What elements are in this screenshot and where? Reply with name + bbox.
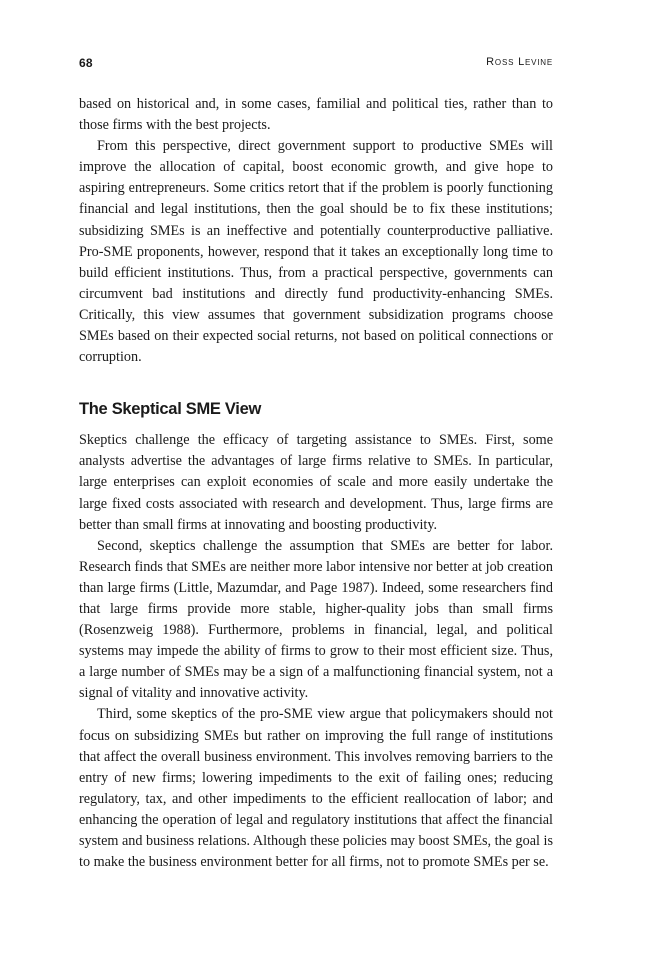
page-number: 68 [79,56,93,70]
paragraph-institutions: Third, some skeptics of the pro-SME view argue that policymakers should not focus on subsidizing SMEs but rather on improving the full range of institutions that affect the overall business environment. This involves removing barriers to the entry of new firms; lowering impediments to the exit of failing ones; reducing regulatory, tax, and other impediments to the efficient reallocation of labor; and enhancing the operation of legal and regulatory institutions that affect the financial system and business relations. Although these policies may boost SMEs, the goal is to make the business environment better for all firms, not to promote SMEs per se. [79,706,553,871]
paragraph-labor: Second, skeptics challenge the assumption that SMEs are better for labor. Research finds that SMEs are neither more labor intensive nor better at job creation than large firms (Little, Mazumdar, and Page 1987). Indeed, some researchers find that large firms provide more stable, higher-quality jobs than small firms (Rosenzweig 1988). Furthermore, problems in financial, legal, and political systems may impede the ability of firms to grow to their most efficient size. Thus, a large number of SMEs may be a sign of a malfunctioning financial system, not a signal of vitality and innovative activity. [79,537,553,702]
paragraph-continuation: based on historical and, in some cases, familial and political ties, rather than to those firms with the best projects. [79,96,553,134]
running-head: Ross Levine [486,56,553,68]
paragraph-government-support: From this perspective, direct government support to productive SMEs will improve the allocation of capital, boost economic growth, and give hope to aspiring entrepreneurs. Some critics retort that if the problem is poorly functioning financial and legal institutions, then the goal should be to fix these institutions; subsidizing SMEs is an ineffective and potentially counterproductive palliative. Pro-SME proponents, however, respond that it takes an exceptionally long time to build efficient institutions. Thus, from a practical perspective, governments can circumvent bad institutions and directly fund productivity-enhancing SMEs. Critically, this view assumes that government subsidization programs choose SMEs based on their expected social returns, not based on political connections or corruption. [79,138,553,366]
paragraph-skeptics-intro: Skeptics challenge the efficacy of targeting assistance to SMEs. First, some analysts advertise the advantages of large firms relative to SMEs. In particular, large enterprises can exploit economies of scale and more easily undertake the large fixed costs associated with research and development. Thus, large firms are better than small firms at innovating and boosting productivity. [79,432,553,533]
section-heading: The Skeptical SME View [79,400,261,419]
body-text [79,94,553,873]
page-header [79,56,553,72]
